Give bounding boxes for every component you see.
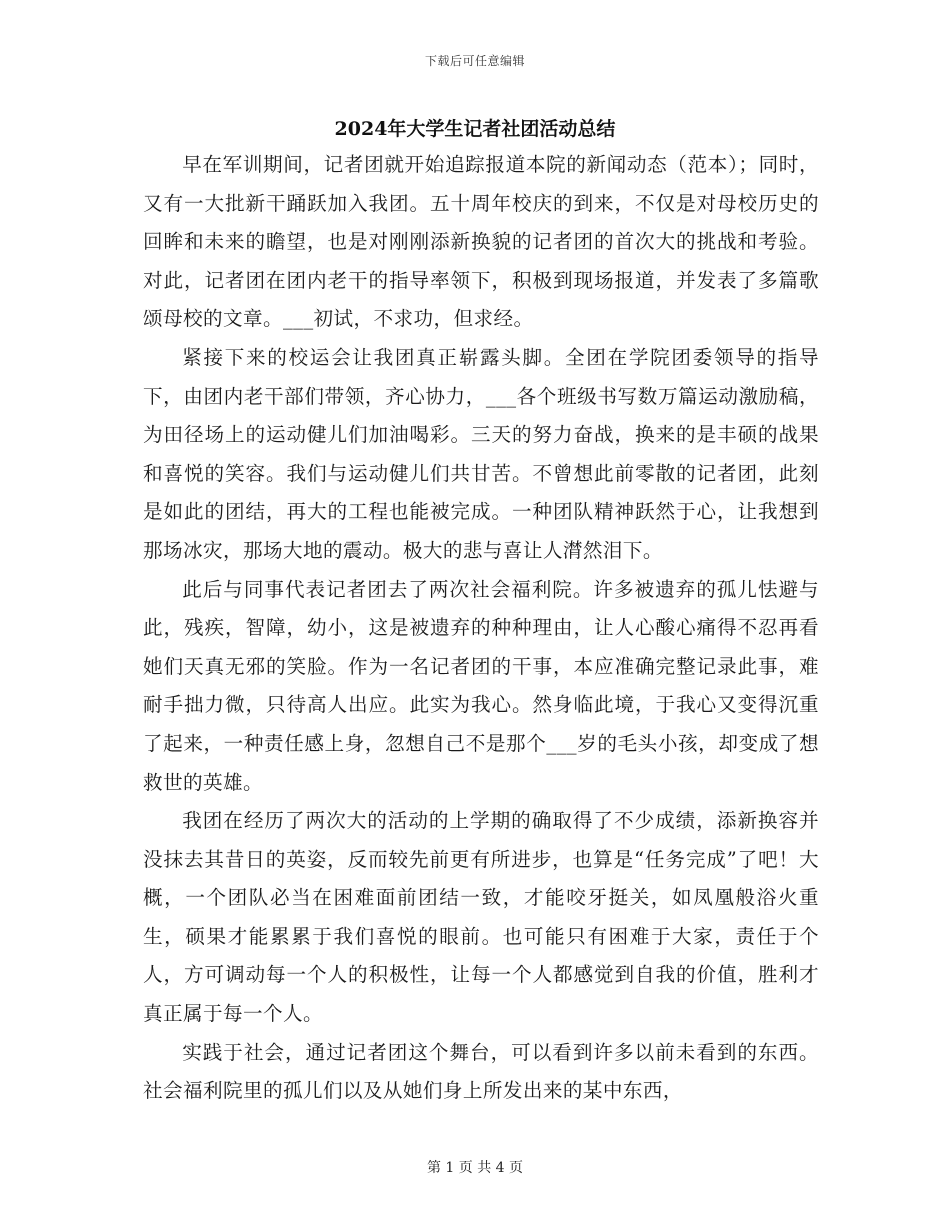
paragraph: 实践于社会，通过记者团这个舞台，可以看到许多以前未看到的东西。社会福利院里的孤儿们以及从她们身上所发出来的某中东西， [143, 1040, 819, 1103]
paragraph: 此后与同事代表记者团去了两次社会福利院。许多被遗弃的孤儿怯避与此，残疾，智障，幼小，这是被遗弃的种种理由，让人心酸心痛得不忍再看她们天真无邪的笑脸。作为一名记者团的干事，本应准确完整记录此事，难耐手拙力微，只待高人出应。此实为我心。然身临此境，于我心又变得沉重了起来，一种责任感上身，忽想自己不是那个___岁的毛头小孩，却变成了想救世的英雄。 [143, 577, 819, 794]
document-body [143, 146, 819, 1111]
paragraph: 我团在经历了两次大的活动的上学期的确取得了不少成绩，添新换容并没抹去其昔日的英姿，反而较先前更有所进步，也算是“任务完成”了吧！大概，一个团队必当在困难面前团结一致，才能咬牙挺关，如凤凰般浴火重生，硕果才能累累于我们喜悦的眼前。也可能只有困难于大家，责任于个人，方可调动每一个人的积极性，让每一个人都感觉到自我的价值，胜利才真正属于每一个人。 [143, 809, 819, 1026]
header-note: 下载后可任意编辑 [424, 54, 525, 68]
paragraph: 紧接下来的校运会让我团真正崭露头脚。全团在学院团委领导的指导下，由团内老干部们带领，齐心协力，___各个班级书写数万篇运动激励稿，为田径场上的运动健儿们加油喝彩。三天的努力奋战，换来的是丰硕的战果和喜悦的笑容。我们与运动健儿们共甘苦。不曾想此前零散的记者团，此刻是如此的团结，再大的工程也能被完成。一种团队精神跃然于心，让我想到那场冰灾，那场大地的震动。极大的悲与喜让人潸然泪下。 [143, 345, 819, 562]
document-title: 2024年大学生记者社团活动总结 [334, 118, 616, 140]
page-number: 第 1 页 共 4 页 [426, 1160, 524, 1176]
paragraph: 早在军训期间，记者团就开始追踪报道本院的新闻动态（范本）；同时，又有一大批新干踊跃加入我团。五十周年校庆的到来，不仅是对母校历史的回眸和未来的瞻望，也是对刚刚添新换貌的记者团的首次大的挑战和考验。对此，记者团在团内老干的指导率领下，积极到现场报道，并发表了多篇歌颂母校的文章。___初试，不求功，但求经。 [143, 153, 819, 331]
